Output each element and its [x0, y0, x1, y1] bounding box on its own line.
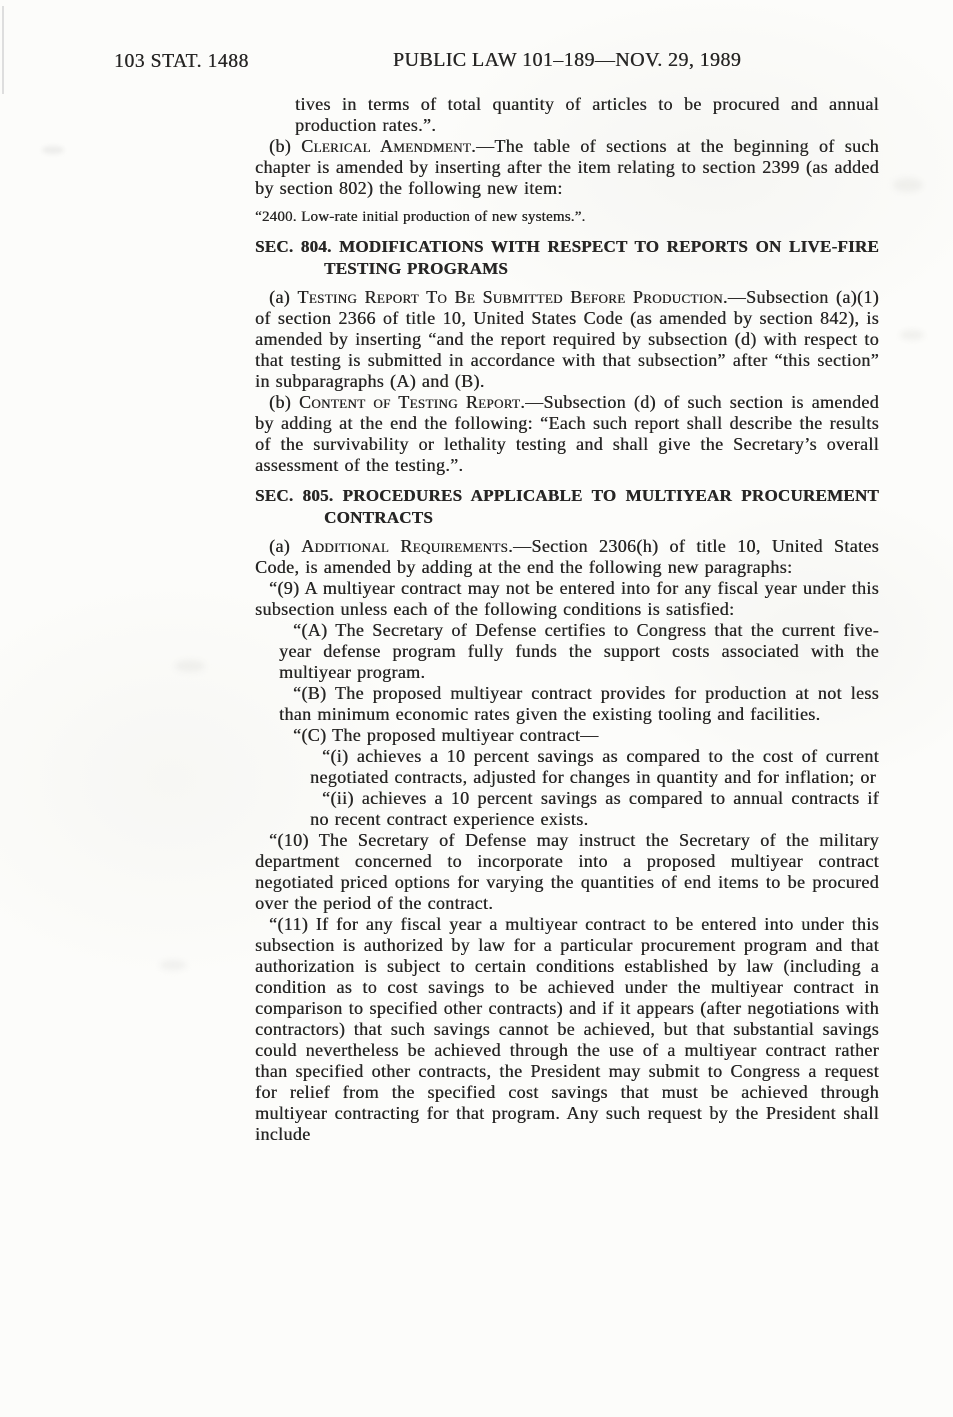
text-run: “(11) If for any fiscal year a multiyear contract to be entered into under this subsection is authorized by law for a particular procurement program and that authorization is subject to certain conditions established by law (including a condition as to cost savings to be achieved under the multiyear contract in comparison to specified other contracts) and if it appears (after negotiations with contractors) that such savings cannot be achieved, but that substantial savings could nevertheless be achieved through the use of a multiyear contract rather than specified other contracts, the President may submit to Congress a request for relief from the specified cost savings that must be achieved through multiyear contracting for that program. Any such request by the President shall include — [255, 914, 879, 1144]
paragraph — [310, 746, 879, 788]
paragraph — [255, 536, 879, 578]
paragraph — [295, 94, 879, 136]
smallcaps-label: Clerical Amendment — [301, 136, 472, 156]
text-run: “(10) The Secretary of Defense may instruct the Secretary of the military department concerned to incorporate into a proposed multiyear contract negotiated priced options for varying the quantities of end items to be procured over the period of the contract. — [255, 830, 879, 913]
smallcaps-label: Additional Requirements — [301, 536, 509, 556]
paragraph — [255, 830, 879, 914]
paragraph — [255, 392, 879, 476]
text-run: “(ii) achieves a 10 percent savings as compared to annual contracts if no recent contract experience exists. — [310, 788, 879, 829]
statute-page-number: 103 STAT. 1488 — [114, 51, 249, 72]
text-run: tives in terms of total quantity of articles to be procured and annual production rates.”. — [295, 94, 879, 135]
paragraph — [279, 620, 879, 683]
document-body — [255, 94, 879, 1145]
scan-artifact — [900, 330, 924, 340]
text-run: .—Section 2306(h) of title 10, United States Code, is amended by adding at the end the following new paragraphs: — [255, 536, 879, 577]
paragraph — [255, 914, 879, 1145]
text-run: (b) — [269, 136, 302, 156]
text-run: (a) — [269, 536, 302, 556]
section-heading — [255, 485, 879, 528]
scan-artifact — [42, 146, 64, 154]
text-run: “(i) achieves a 10 percent savings as compared to the cost of current negotiated contracts, adjusted for changes in quantity and for inflation; or — [310, 746, 879, 787]
paragraph — [310, 788, 879, 830]
paragraph — [279, 725, 879, 746]
text-run: “(A) The Secretary of Defense certifies to Congress that the current five-year defense program fully funds the support costs associated with the multiyear program. — [279, 620, 879, 682]
scan-artifact — [175, 660, 205, 672]
scan-artifact — [2, 6, 4, 94]
paragraph — [279, 683, 879, 725]
text-run: “(B) The proposed multiyear contract provides for production at not less than minimum economic rates given the existing tooling and facilities. — [279, 683, 879, 724]
paragraph — [255, 287, 879, 392]
paragraph — [255, 136, 879, 199]
table-of-sections-note — [255, 209, 879, 226]
text-run: SEC. 804. MODIFICATIONS WITH RESPECT TO REPORTS ON LIVE-FIRE TESTING PROGRAMS — [255, 237, 879, 278]
smallcaps-label: Testing Report To Be Submitted Before Production — [297, 287, 723, 307]
text-run: (a) — [269, 287, 298, 307]
text-run: “(C) The proposed multiyear contract— — [293, 725, 599, 745]
paragraph — [255, 578, 879, 620]
law-title: PUBLIC LAW 101–189—NOV. 29, 1989 — [392, 49, 742, 71]
text-run: “(9) A multiyear contract may not be entered into for any fiscal year under this subsection unless each of the following conditions is satisfied: — [255, 578, 879, 619]
scan-artifact — [160, 960, 186, 970]
text-run: .—Subsection (a)(1) of section 2366 of title 10, United States Code (as amended by section 842), is amended by inserting “and the report required by subsection (d) with respect to that testing is submitted in accordance with that subsection” after “this section” in subparagraphs (A) and (B). — [255, 287, 879, 391]
text-run: (b) — [269, 392, 299, 412]
text-run: “2400. Low-rate initial production of new systems.”. — [255, 209, 586, 225]
text-run: .—Subsection (d) of such section is amended by adding at the end the following: “Each such report shall describe the results of the survivability or lethality testing and shall give the Secretary’s overall assessment of the testing.”. — [255, 392, 879, 475]
section-heading — [255, 236, 879, 279]
smallcaps-label: Content of Testing Report — [298, 392, 521, 412]
scan-artifact — [893, 178, 923, 192]
text-run: SEC. 805. PROCEDURES APPLICABLE TO MULTIYEAR PROCUREMENT CONTRACTS — [255, 486, 879, 527]
text-run: .—The table of sections at the beginning of such chapter is amended by inserting after the item relating to section 2399 (as added by section 802) the following new item: — [255, 136, 879, 198]
